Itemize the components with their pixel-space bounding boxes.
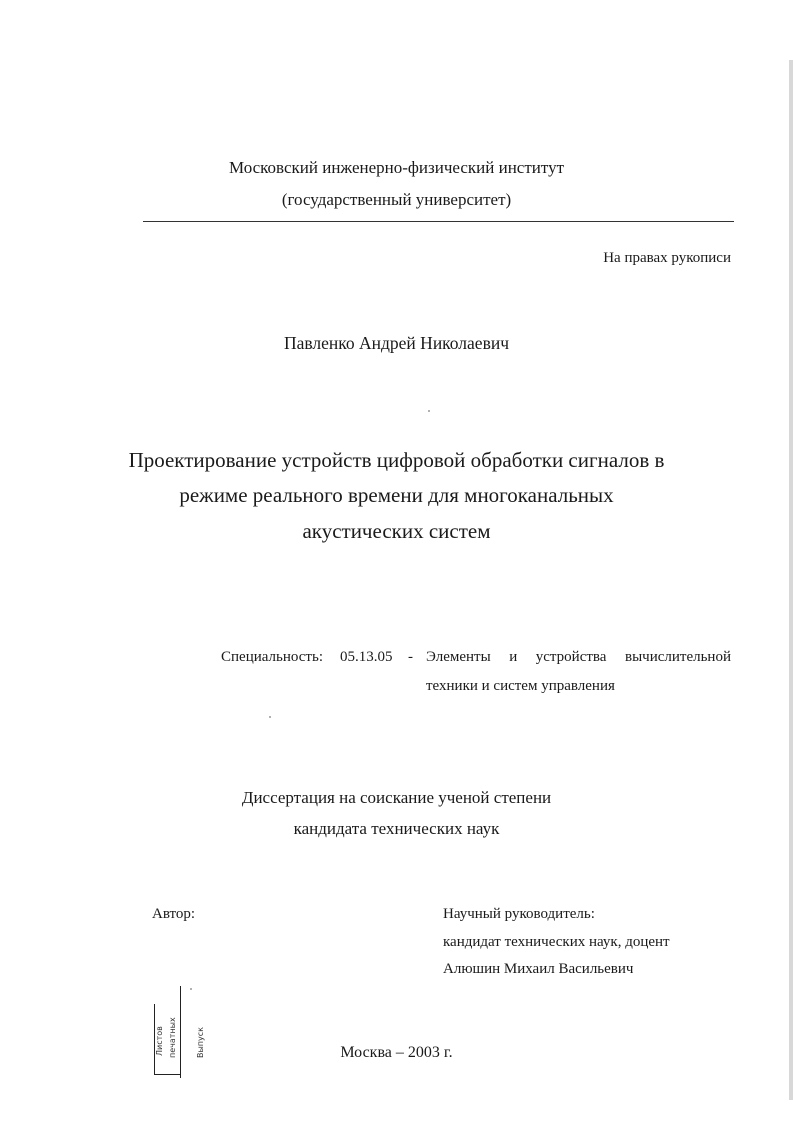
scan-speck [190,988,192,990]
specialty-word: вычислительной [624,649,731,665]
specialty-code: 05.13.05 [340,649,393,665]
library-stamp [154,986,205,1081]
specialty-dash: - [408,649,413,665]
thesis-title-line-3: акустических систем [302,519,491,543]
author-name: Павленко Андрей Николаевич [283,333,510,353]
degree-line-1: Диссертация на соискание ученой степени [241,788,552,807]
advisor-title: кандидат технических наук, доцент [443,934,670,950]
thesis-title-line-2: режиме реального времени для многоканальных [179,483,614,507]
advisor-name: Алюшин Михаил Васильевич [443,961,634,977]
specialty-word: устройства [535,649,607,665]
specialty-word: и [509,649,518,665]
scan-speck [269,716,271,718]
institute-name: Московский инженерно-физический институт [229,158,564,177]
advisor-label: Научный руководитель: [443,906,595,922]
university-status: (государственный университет) [281,190,512,209]
specialty-label: Специальность: [221,649,323,665]
stamp-text-printed: печатных [168,1017,177,1058]
specialty-word: Элементы [426,649,491,665]
scan-speck [428,410,430,412]
stamp-text-sheets: Листов [155,1026,164,1056]
specialty-name-line-2: техники и систем управления [426,678,615,694]
specialty-name-line-1 [426,649,731,666]
thesis-title-line-1: Проектирование устройств цифровой обработки сигналов в [128,448,665,472]
stamp-text-issue: Выпуск [196,1027,205,1058]
header-divider [143,221,734,222]
scan-edge [789,60,793,1100]
stamp-divider [180,986,181,1078]
city-year: Москва – 2003 г. [340,1044,453,1061]
author-label: Автор: [152,906,196,922]
manuscript-note: На правах рукописи [603,250,731,266]
degree-line-2: кандидата технических наук [293,819,500,838]
